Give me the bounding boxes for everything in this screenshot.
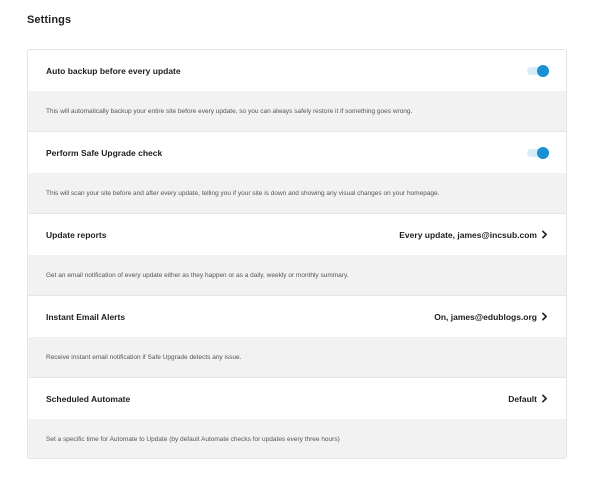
- setting-label: Perform Safe Upgrade check: [46, 147, 163, 158]
- toggle-knob: [537, 147, 549, 159]
- toggle-knob: [537, 65, 549, 77]
- setting-description: Receive instant email notification if Safe Upgrade detects any issue.: [28, 337, 566, 378]
- setting-value: Default: [508, 393, 537, 404]
- setting-value: On, james@edublogs.org: [434, 311, 537, 322]
- setting-auto-backup: [28, 50, 566, 132]
- setting-value: Every update, james@incsub.com: [399, 229, 537, 240]
- chevron-right-icon: [540, 394, 549, 403]
- update-reports-link[interactable]: [399, 230, 549, 240]
- scheduled-automate-link[interactable]: [508, 394, 549, 404]
- setting-scheduled-automate: [28, 378, 566, 459]
- setting-description: Set a specific time for Automate to Update (by default Automate checks for updates every three hours): [28, 419, 566, 459]
- instant-email-alerts-link[interactable]: [434, 312, 549, 322]
- setting-update-reports: [28, 214, 566, 296]
- setting-instant-email-alerts: [28, 296, 566, 378]
- setting-description: Get an email notification of every update either as they happen or as a daily, weekly or monthly summary.: [28, 255, 566, 296]
- setting-label: Scheduled Automate: [46, 393, 131, 404]
- setting-label: Auto backup before every update: [46, 65, 181, 76]
- auto-backup-toggle[interactable]: [527, 65, 549, 77]
- setting-row: [28, 378, 566, 419]
- setting-description: This will automatically backup your entire site before every update, so you can always safely restore it if something goes wrong.: [28, 91, 566, 132]
- settings-panel: [27, 49, 567, 459]
- chevron-right-icon: [540, 312, 549, 321]
- chevron-right-icon: [540, 230, 549, 239]
- page-title: Settings: [27, 14, 72, 26]
- setting-row: [28, 214, 566, 255]
- setting-label: Instant Email Alerts: [46, 311, 126, 322]
- setting-row: [28, 132, 566, 173]
- setting-description: This will scan your site before and after every update, telling you if your site is down and showing any visual changes on your homepage.: [28, 173, 566, 214]
- setting-label: Update reports: [46, 229, 107, 240]
- setting-safe-upgrade: [28, 132, 566, 214]
- setting-row: [28, 296, 566, 337]
- setting-row: [28, 50, 566, 91]
- safe-upgrade-toggle[interactable]: [527, 147, 549, 159]
